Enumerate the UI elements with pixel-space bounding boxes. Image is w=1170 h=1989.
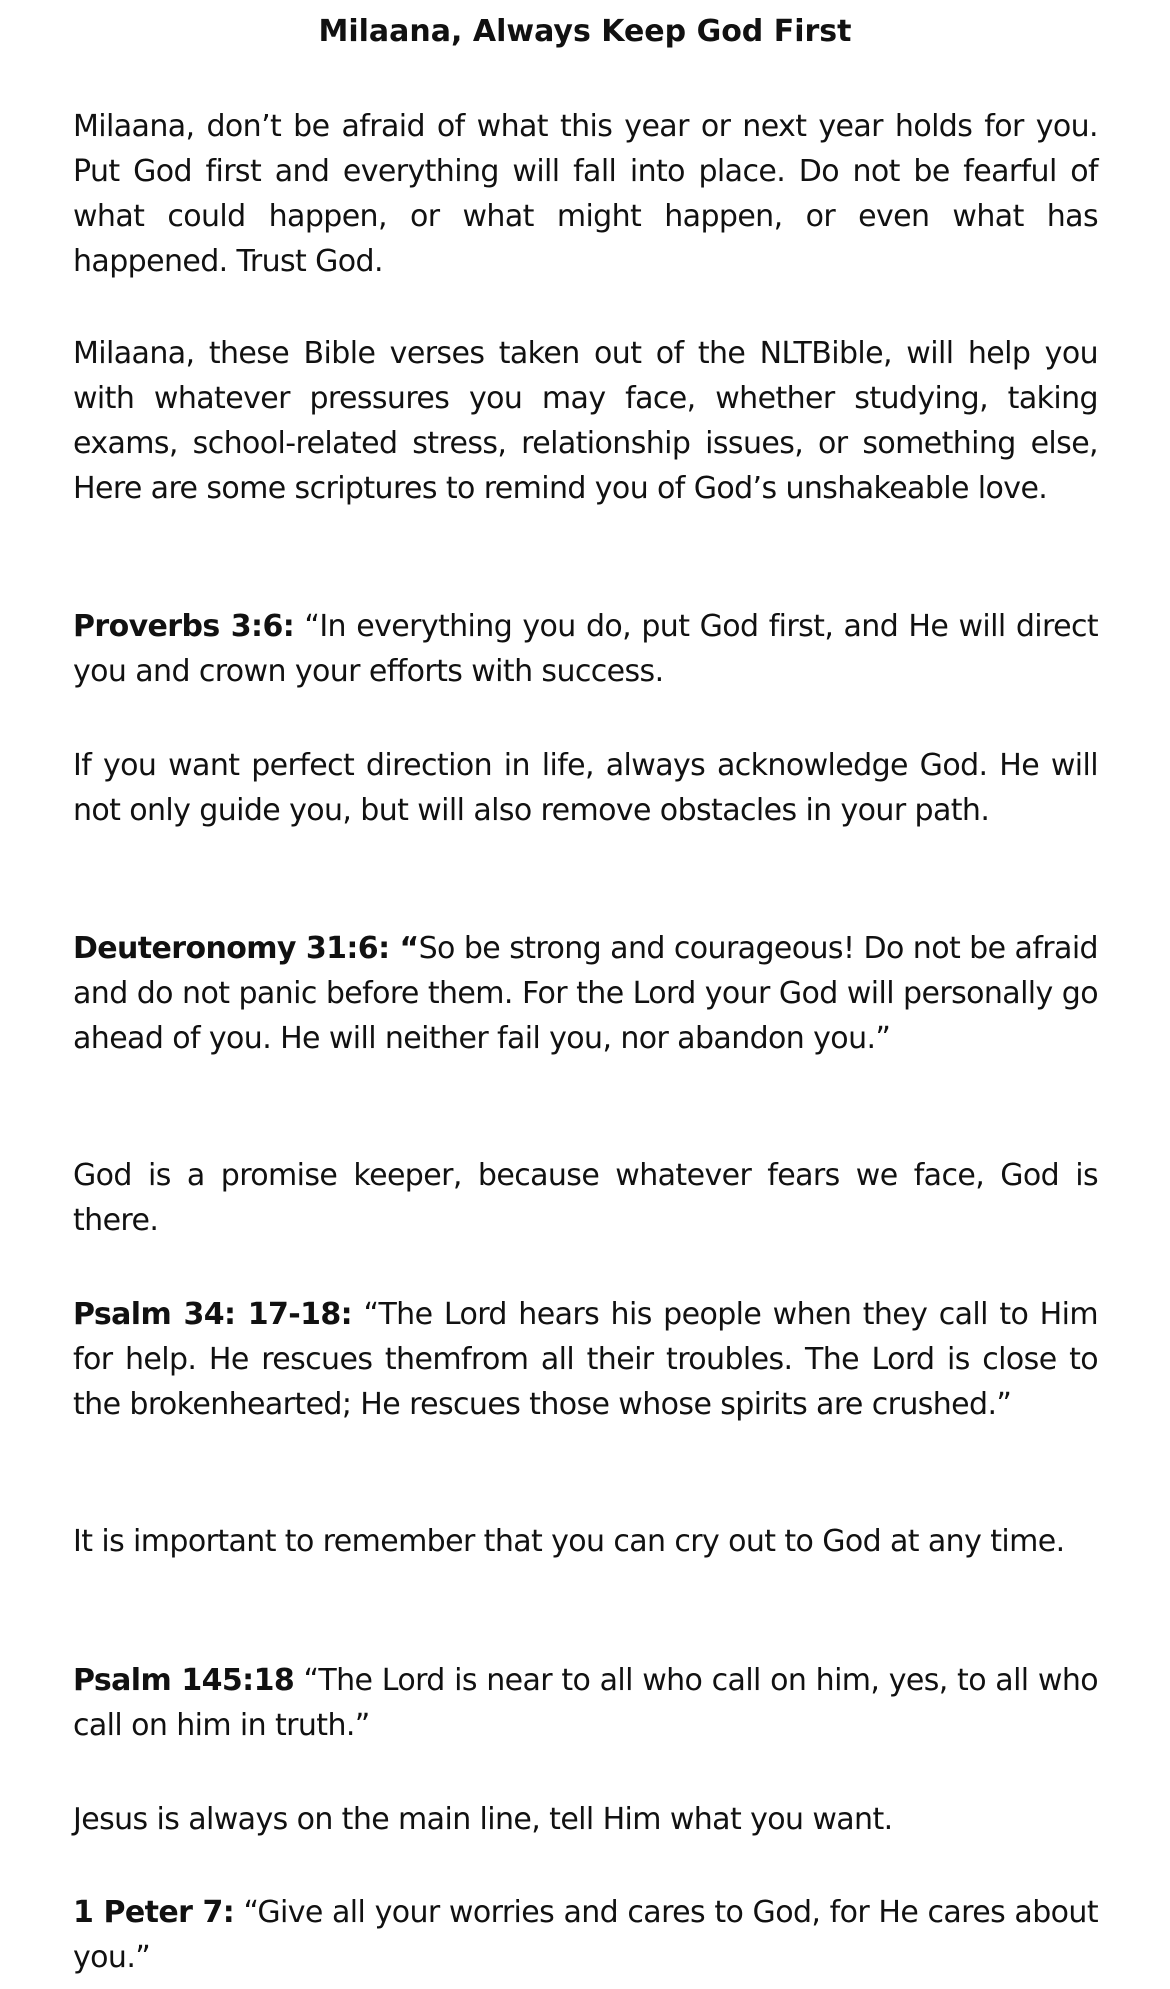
paragraph-direction: [73, 743, 1098, 833]
paragraph-text: It is important to remember that you can cry out to God at any time.: [73, 1524, 1065, 1559]
document-title: Milaana, Always Keep God First: [318, 14, 852, 49]
scripture-quote: “The Lord hears his people when they call to Him for help. He rescues themfrom all their troubles. The Lord is close to the brokenhearted; He rescues those whose spirits are crushed.”: [73, 1297, 1098, 1422]
paragraph-psalm-145: [73, 1658, 1098, 1748]
scripture-quote: “The Lord is near to all who call on him, yes, to all who call on him in truth.”: [73, 1663, 1098, 1743]
scripture-reference: Deuteronomy 31:6: “: [73, 931, 419, 966]
scripture-reference: Proverbs 3:6:: [73, 609, 295, 644]
paragraph-promise-keeper: [73, 1153, 1098, 1243]
paragraph-deuteronomy: [73, 926, 1098, 1061]
scripture-reference: Psalm 34: 17-18:: [73, 1297, 353, 1332]
paragraph-psalm-34: [73, 1292, 1098, 1427]
scripture-quote: “Give all your worries and cares to God, for He cares about you.”: [73, 1895, 1098, 1975]
paragraph-text: Jesus is always on the main line, tell Him what you want.: [73, 1802, 893, 1837]
paragraph-intro: [73, 104, 1098, 284]
scripture-reference: Psalm 145:18: [73, 1663, 295, 1698]
paragraph-main-line: [73, 1797, 1098, 1842]
paragraph-proverbs: [73, 604, 1098, 694]
paragraph-bible-verses-intro: [73, 331, 1098, 511]
scripture-reference: 1 Peter 7:: [73, 1895, 235, 1930]
paragraph-text: Milaana, don’t be afraid of what this year or next year holds for you. Put God first and everything will fall into place. Do not be fearful of what could happen, or what might happen, or even what has happened. Trust God.: [73, 109, 1098, 279]
scripture-quote: “In everything you do, put God first, and He will direct you and crown your efforts with success.: [73, 609, 1099, 689]
paragraph-text: God is a promise keeper, because whatever fears we face, God is there.: [73, 1158, 1098, 1238]
paragraph-1-peter: [73, 1890, 1098, 1980]
scripture-quote: So be strong and courageous! Do not be afraid and do not panic before them. For the Lord your God will personally go ahead of you. He will neither fail you, nor abandon you.”: [73, 931, 1098, 1056]
paragraph-text: If you want perfect direction in life, always acknowledge God. He will not only guide you, but will also remove obstacles in your path.: [73, 748, 1098, 828]
paragraph-text: Milaana, these Bible verses taken out of the NLTBible, will help you with whatever pressures you may face, whether studying, taking exams, school-related stress, relationship issues, or something else, Here are some scriptures to remind you of God’s unshakeable love.: [73, 336, 1098, 506]
paragraph-cry-out: [73, 1519, 1098, 1564]
